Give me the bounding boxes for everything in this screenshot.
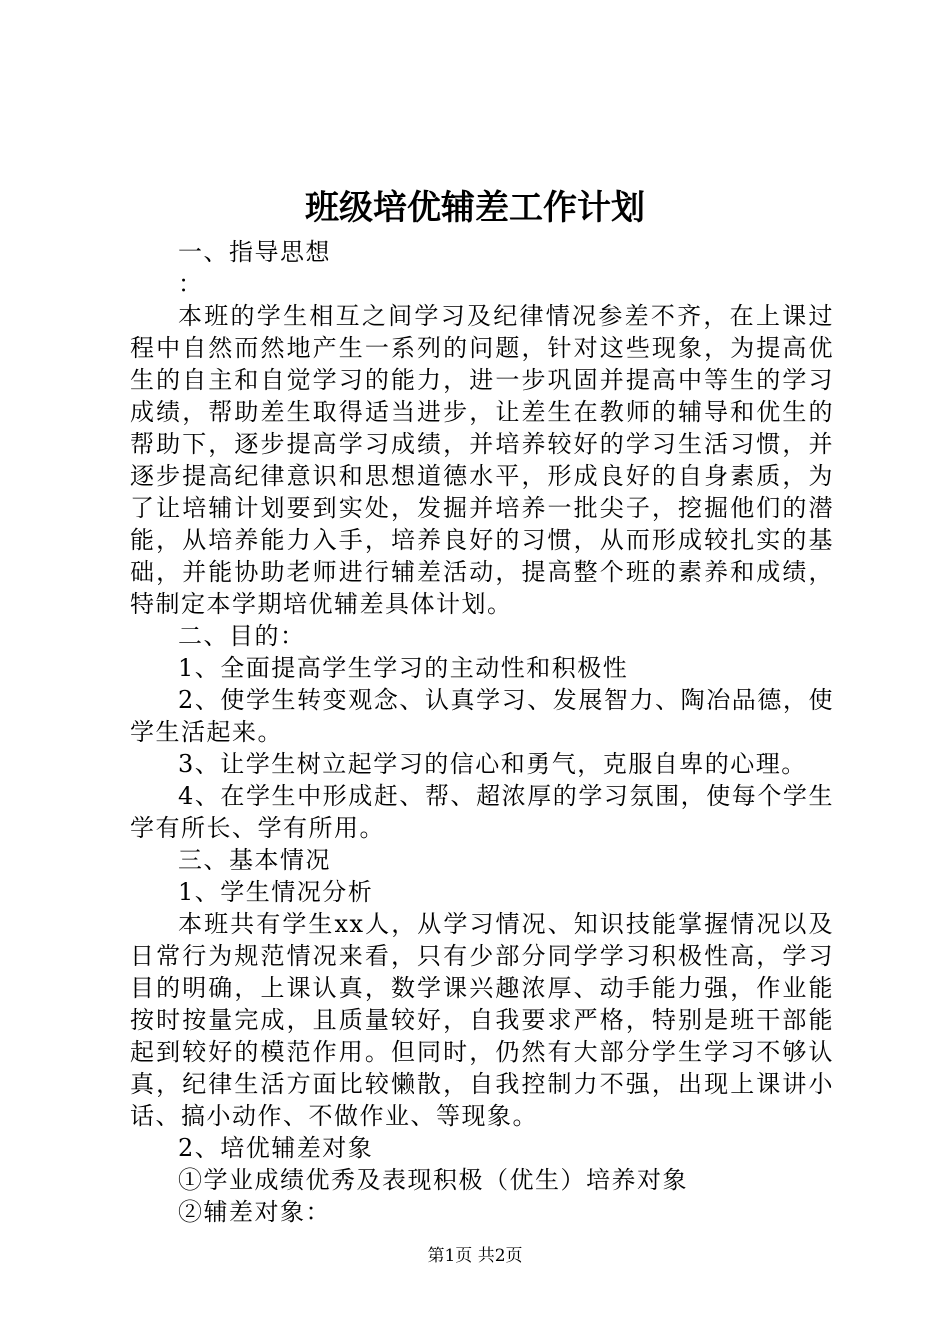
section-heading-purpose: 二、目的： — [178, 622, 306, 650]
purpose-item-3: 3、让学生树立起学习的信心和勇气，克服自卑的心理。 — [178, 750, 807, 778]
subheading-student-analysis: 1、学生情况分析 — [178, 878, 374, 906]
target-item-1: ①学业成绩优秀及表现积极（优生）培养对象 — [178, 1166, 688, 1194]
section-heading-guiding-thought: 一、指导思想 — [178, 238, 331, 266]
purpose-item-4: 4、在学生中形成赶、帮、超浓厚的学习氛围，使每个学生学有所长、学有所用。 — [130, 782, 834, 842]
purpose-item-1: 1、全面提高学生学习的主动性和积极性 — [178, 654, 629, 682]
paragraph-guiding-thought: 本班的学生相互之间学习及纪律情况参差不齐，在上课过程中自然而然地产生一系列的问题，针对这些现象，为提高优生的自主和自觉学习的能力，进一步巩固并提高中等生的学习成绩，帮助差生取得适当进步，让差生在教师的辅导和优生的帮助下，逐步提高学习成绩，并培养较好的学习生活习惯，并逐步提高纪律意识和思想道德水平，形成良好的自身素质，为了让培辅计划要到实处，发掘并培养一批尖子，挖掘他们的潜能，从培养能力入手，培养良好的习惯，从而形成较扎实的基础，并能协助老师进行辅差活动，提高整个班的素养和成绩，特制定本学期培优辅差具体计划。 — [130, 302, 834, 618]
document-body — [130, 236, 834, 1228]
section-heading-basic-situation: 三、基本情况 — [178, 846, 331, 874]
document-title: 班级培优辅差工作计划 — [305, 188, 645, 228]
purpose-item-2: 2、使学生转变观念、认真学习、发展智力、陶冶品德，使学生活起来。 — [130, 686, 834, 746]
subheading-targets: 2、培优辅差对象 — [178, 1134, 374, 1162]
page-footer: 第1页 共2页 — [427, 1246, 523, 1266]
paragraph-student-analysis: 本班共有学生xx人，从学习情况、知识技能掌握情况以及日常行为规范情况来看，只有少部分同学学习积极性高，学习目的明确，上课认真，数学课兴趣浓厚、动手能力强，作业能按时按量完成，且质量较好，自我要求严格，特别是班干部能起到较好的模范作用。但同时，仍然有大部分学生学习不够认真，纪律生活方面比较懒散，自我控制力不强，出现上课讲小话、搞小动作、不做作业、等现象。 — [130, 910, 834, 1130]
colon-line: ： — [178, 270, 204, 298]
target-item-2: ②辅差对象： — [178, 1198, 331, 1226]
